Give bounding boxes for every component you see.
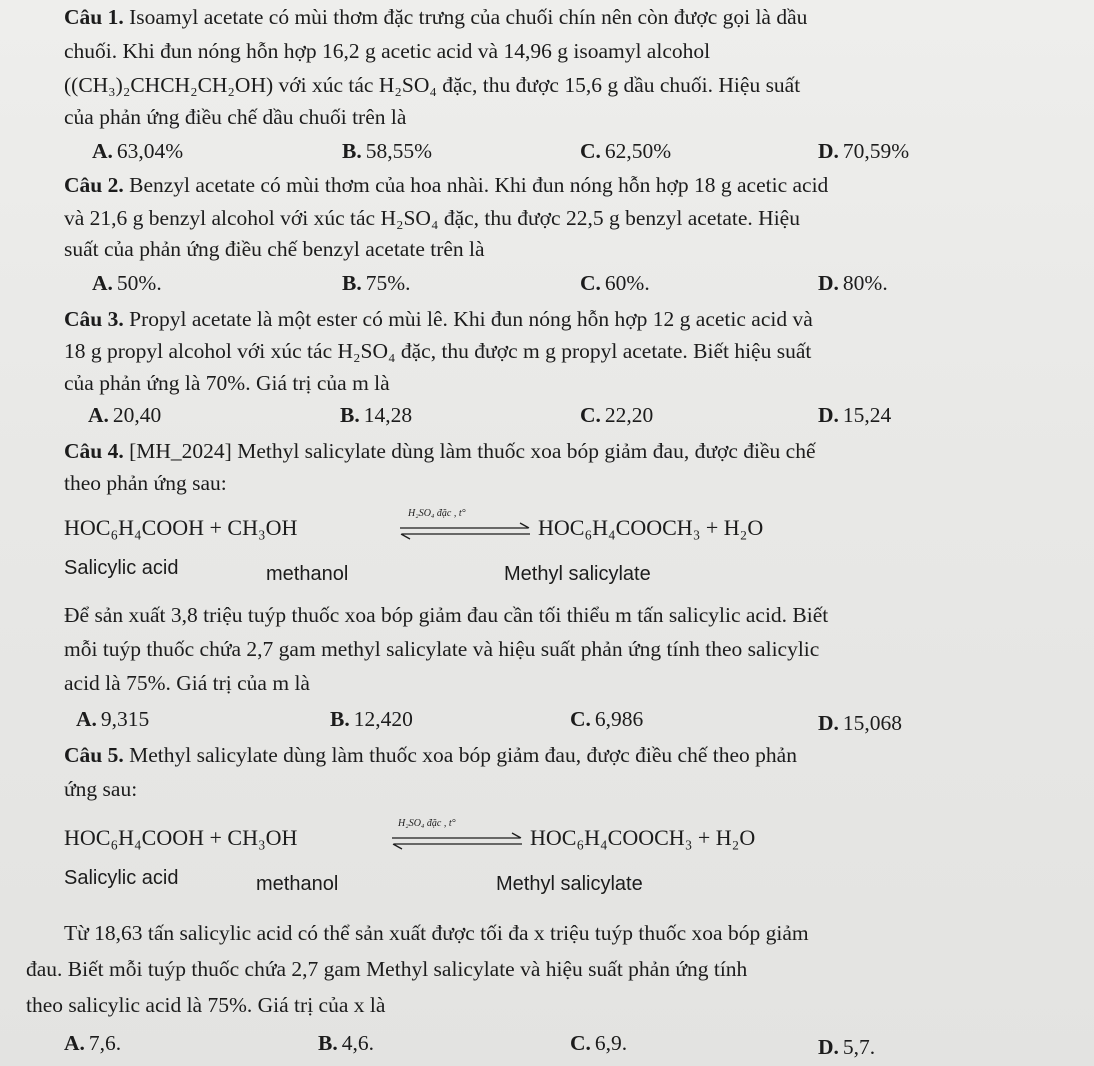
option-text: 7,6. [88,1031,122,1055]
option-b[interactable] [330,706,413,732]
question-label: Câu 2. [64,173,124,197]
question-1-line-4: của phản ứng điều chế dầu chuối trên là [64,105,407,129]
option-key: B. [342,139,362,163]
option-a[interactable] [92,270,162,296]
question-text: Propyl acetate là một ester có mùi lê. Khi đun nóng hỗn hợp 12 g acetic acid và [123,307,813,331]
question-1-line-1 [64,4,807,30]
question-5-line-5: theo salicylic acid là 75%. Giá trị của x là [26,993,386,1017]
option-d[interactable] [818,270,888,296]
label-salicylic-acid: Salicylic acid [64,867,179,889]
option-key: D. [818,139,839,163]
question-5-line-3: Từ 18,63 tấn salicylic acid có thể sản xuất được tối đa x triệu tuýp thuốc xoa bóp giảm [64,921,809,945]
question-5-line-4: đau. Biết mỗi tuýp thuốc chứa 2,7 gam Methyl salicylate và hiệu suất phản ứng tính [26,957,748,981]
question-3-line-2: 18 g propyl alcohol với xúc tác H₂SO₄ đặc, thu được m g propyl acetate. Biết hiệu suất [64,339,812,363]
option-key: B. [318,1031,338,1055]
option-key: C. [580,403,601,427]
option-key: A. [92,271,113,295]
question-4-line-5: acid là 75%. Giá trị của m là [64,671,310,695]
option-c[interactable] [570,1030,627,1056]
option-a[interactable] [76,706,149,732]
question-label: Câu 3. [64,307,124,331]
option-key: D. [818,403,839,427]
option-text: 63,04% [116,139,184,163]
question-3-line-3: của phản ứng là 70%. Giá trị của m là [64,371,390,395]
option-b[interactable] [342,270,411,296]
option-text: 70,59% [842,139,910,163]
question-2-line-1 [64,172,828,198]
question-4-line-4: mỗi tuýp thuốc chứa 2,7 gam methyl salicylate và hiệu suất phản ứng tính theo salicylic [64,637,820,661]
reaction-reactants: HOC₆H₄COOH + CH₃OH [64,825,298,850]
question-label: Câu 1. [64,5,124,29]
label-salicylic-acid: Salicylic acid [64,557,179,579]
question-3-line-1 [64,306,813,332]
option-key: C. [570,707,591,731]
label-methanol: methanol [266,563,349,585]
option-key: D. [818,1035,839,1059]
question-text: Methyl salicylate dùng làm thuốc xoa bóp giảm đau, được điều chế theo phản [123,743,797,767]
question-2-line-2: và 21,6 g benzyl alcohol với xúc tác H₂SO₄ đặc, thu được 22,5 g benzyl acetate. Hiệu [64,206,800,230]
question-1-line-3: ((CH₃)₂CHCH₂CH₂OH) với xúc tác H₂SO₄ đặc, thu được 15,6 g dầu chuối. Hiệu suất [64,73,801,97]
option-text: 60%. [604,271,650,295]
reaction-products: HOC₆H₄COOCH₃ + H₂O [538,515,764,540]
equilibrium-arrow-icon [398,520,532,544]
option-key: A. [92,139,113,163]
option-text: 22,20 [604,403,654,427]
option-d[interactable] [818,402,891,428]
option-text: 20,40 [112,403,162,427]
question-4-line-1 [64,438,815,464]
equilibrium-arrow-icon [390,830,524,854]
option-key: B. [342,271,362,295]
option-text: 6,986 [594,707,644,731]
option-key: C. [580,271,601,295]
reaction-condition: H₂SO₄ đặc , t° [398,818,456,829]
label-methyl-salicylate: Methyl salicylate [496,873,643,895]
question-5-line-2: ứng sau: [64,777,138,801]
option-c[interactable] [580,402,653,428]
option-b[interactable] [318,1030,374,1056]
reaction-products: HOC₆H₄COOCH₃ + H₂O [530,825,756,850]
option-text: 12,420 [353,707,413,731]
question-label: Câu 4. [64,439,124,463]
question-2-line-3: suất của phản ứng điều chế benzyl acetate trên là [64,237,485,261]
question-text: Benzyl acetate có mùi thơm của hoa nhài. Khi đun nóng hỗn hợp 18 g acetic acid [123,173,829,197]
option-text: 5,7. [842,1035,876,1059]
option-key: B. [340,403,360,427]
option-key: A. [88,403,109,427]
option-a[interactable] [88,402,161,428]
option-c[interactable] [580,270,650,296]
option-key: C. [570,1031,591,1055]
option-text: 6,9. [594,1031,628,1055]
option-key: A. [64,1031,85,1055]
option-text: 9,315 [100,707,150,731]
option-d[interactable] [818,138,909,164]
question-4-line-2: theo phản ứng sau: [64,471,227,495]
option-text: 50%. [116,271,162,295]
option-a[interactable] [92,138,183,164]
option-text: 4,6. [341,1031,374,1055]
option-b[interactable] [340,402,412,428]
question-1-line-2: chuối. Khi đun nóng hỗn hợp 16,2 g acetic acid và 14,96 g isoamyl alcohol [64,39,711,63]
option-key: B. [330,707,350,731]
option-a[interactable] [64,1030,121,1056]
question-text: [MH_2024] Methyl salicylate dùng làm thuốc xoa bóp giảm đau, được điều chế [123,439,816,463]
option-c[interactable] [570,706,643,732]
option-b[interactable] [342,138,432,164]
option-text: 80%. [842,271,888,295]
option-text: 62,50% [604,139,672,163]
option-text: 58,55% [365,139,433,163]
question-label: Câu 5. [64,743,124,767]
question-text: Isoamyl acetate có mùi thơm đặc trưng của chuối chín nên còn được gọi là dầu [123,5,808,29]
option-d[interactable] [818,710,902,736]
option-text: 15,068 [842,711,903,735]
question-5-line-1 [64,742,797,768]
option-text: 15,24 [842,403,892,427]
label-methanol: methanol [256,873,339,895]
option-text: 75%. [365,271,411,295]
option-c[interactable] [580,138,671,164]
question-4-line-3: Để sản xuất 3,8 triệu tuýp thuốc xoa bóp giảm đau cần tối thiểu m tấn salicylic acid. Biết [64,603,829,627]
option-d[interactable] [818,1034,875,1060]
option-key: C. [580,139,601,163]
reaction-reactants: HOC₆H₄COOH + CH₃OH [64,515,298,540]
label-methyl-salicylate: Methyl salicylate [504,563,651,585]
option-key: A. [76,707,97,731]
reaction-condition: H₂SO₄ đặc , t° [408,508,466,519]
option-key: D. [818,711,839,735]
option-key: D. [818,271,839,295]
option-text: 14,28 [363,403,413,427]
